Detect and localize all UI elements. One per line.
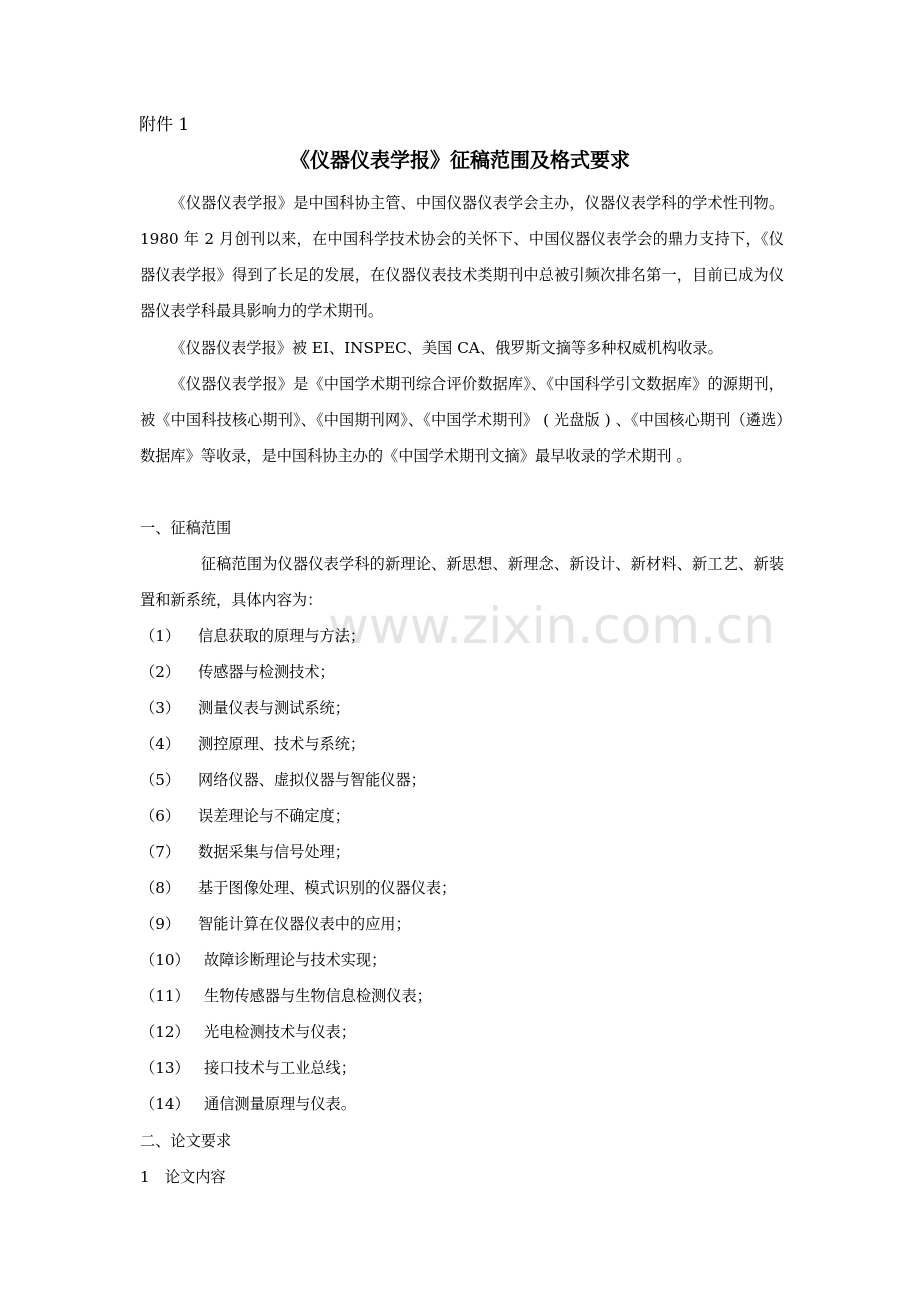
subsection-heading-paper-content: 1 论文内容 <box>140 1168 226 1186</box>
list-item <box>140 654 456 690</box>
list-item-number: （9） <box>140 915 181 933</box>
scope-intro-paragraph: 征稿范围为仪器仪表学科的新理论、新思想、新理念、新设计、新材料、新工艺、新装置和新系统，具体内容为： <box>140 555 784 609</box>
list-item-number: （5） <box>140 771 181 789</box>
list-item-text: 信息获取的原理与方法； <box>198 627 366 645</box>
list-item-number: （13） <box>140 1059 190 1077</box>
list-item-text: 误差理论与不确定度； <box>198 807 350 825</box>
list-item <box>140 762 456 798</box>
list-item-text: 测量仪表与测试系统； <box>198 699 350 717</box>
list-item-number: （14） <box>140 1095 190 1113</box>
list-item <box>140 1086 456 1122</box>
list-item-text: 智能计算在仪器仪表中的应用； <box>198 915 411 933</box>
intro-paragraph-1: 《仪器仪表学报》是中国科协主管、中国仪器仪表学会主办，仪器仪表学科的学术性刊物。1980 年 2 月创刊以来，在中国科学技术协会的关怀下、中国仪器仪表学会的鼎力支持下，《仪器仪表学报》得到了长足的发展，在仪器仪表技术类期刊中总被引频次排名第一，目前已成为仪器仪表学科最具影响力的学术期刊。 <box>140 194 784 320</box>
attachment-label: 附件 1 <box>139 115 190 135</box>
list-item-number: （10） <box>140 951 190 969</box>
list-item-text: 通信测量原理与仪表。 <box>204 1095 356 1113</box>
list-item-text: 数据采集与信号处理； <box>198 843 350 861</box>
list-item-text: 生物传感器与生物信息检测仪表； <box>204 987 432 1005</box>
list-item-number: （11） <box>140 987 190 1005</box>
list-item-number: （4） <box>140 735 181 753</box>
list-item-text: 传感器与检测技术； <box>198 663 335 681</box>
list-item-text: 光电检测技术与仪表； <box>204 1023 356 1041</box>
list-item-number: （2） <box>140 663 181 681</box>
scope-list <box>140 618 456 1122</box>
list-item-text: 测控原理、技术与系统； <box>198 735 366 753</box>
list-item-number: （1） <box>140 627 181 645</box>
list-item <box>140 1050 456 1086</box>
list-item <box>140 726 456 762</box>
list-item <box>140 906 456 942</box>
list-item <box>140 798 456 834</box>
intro-paragraph-2: 《仪器仪表学报》被 EI、INSPEC、美国 CA、俄罗斯文摘等多种权威机构收录。 <box>170 339 723 357</box>
intro-paragraph-3: 《仪器仪表学报》是《中国学术期刊综合评价数据库》、《中国科学引文数据库》的源期刊，被《中国科技核心期刊》、《中国期刊网》、《中国学术期刊》 ( 光盘版 ) 、《中国核心期刊（遴选）数据库》等收录，是中国科协主办的《中国学术期刊文摘》最早收录的学术期刊 。 <box>140 375 784 465</box>
list-item-text: 故障诊断理论与技术实现； <box>204 951 387 969</box>
list-item-text: 网络仪器、虚拟仪器与智能仪器； <box>198 771 426 789</box>
section-heading-paper-requirements: 二、论文要求 <box>140 1132 232 1150</box>
list-item <box>140 834 456 870</box>
list-item-text: 基于图像处理、模式识别的仪器仪表； <box>198 879 457 897</box>
list-item <box>140 978 456 1014</box>
list-item <box>140 690 456 726</box>
list-item <box>140 942 456 978</box>
section-heading-scope: 一、征稿范围 <box>140 519 232 537</box>
list-item-number: （7） <box>140 843 181 861</box>
list-item-number: （6） <box>140 807 181 825</box>
list-item-number: （3） <box>140 699 181 717</box>
document-title: 《仪器仪表学报》征稿范围及格式要求 <box>290 148 630 172</box>
list-item-number: （8） <box>140 879 181 897</box>
list-item-number: （12） <box>140 1023 190 1041</box>
watermark: www.zixin.com.cn <box>328 597 776 655</box>
list-item <box>140 870 456 906</box>
list-item-text: 接口技术与工业总线； <box>204 1059 356 1077</box>
list-item <box>140 1014 456 1050</box>
list-item <box>140 618 456 654</box>
